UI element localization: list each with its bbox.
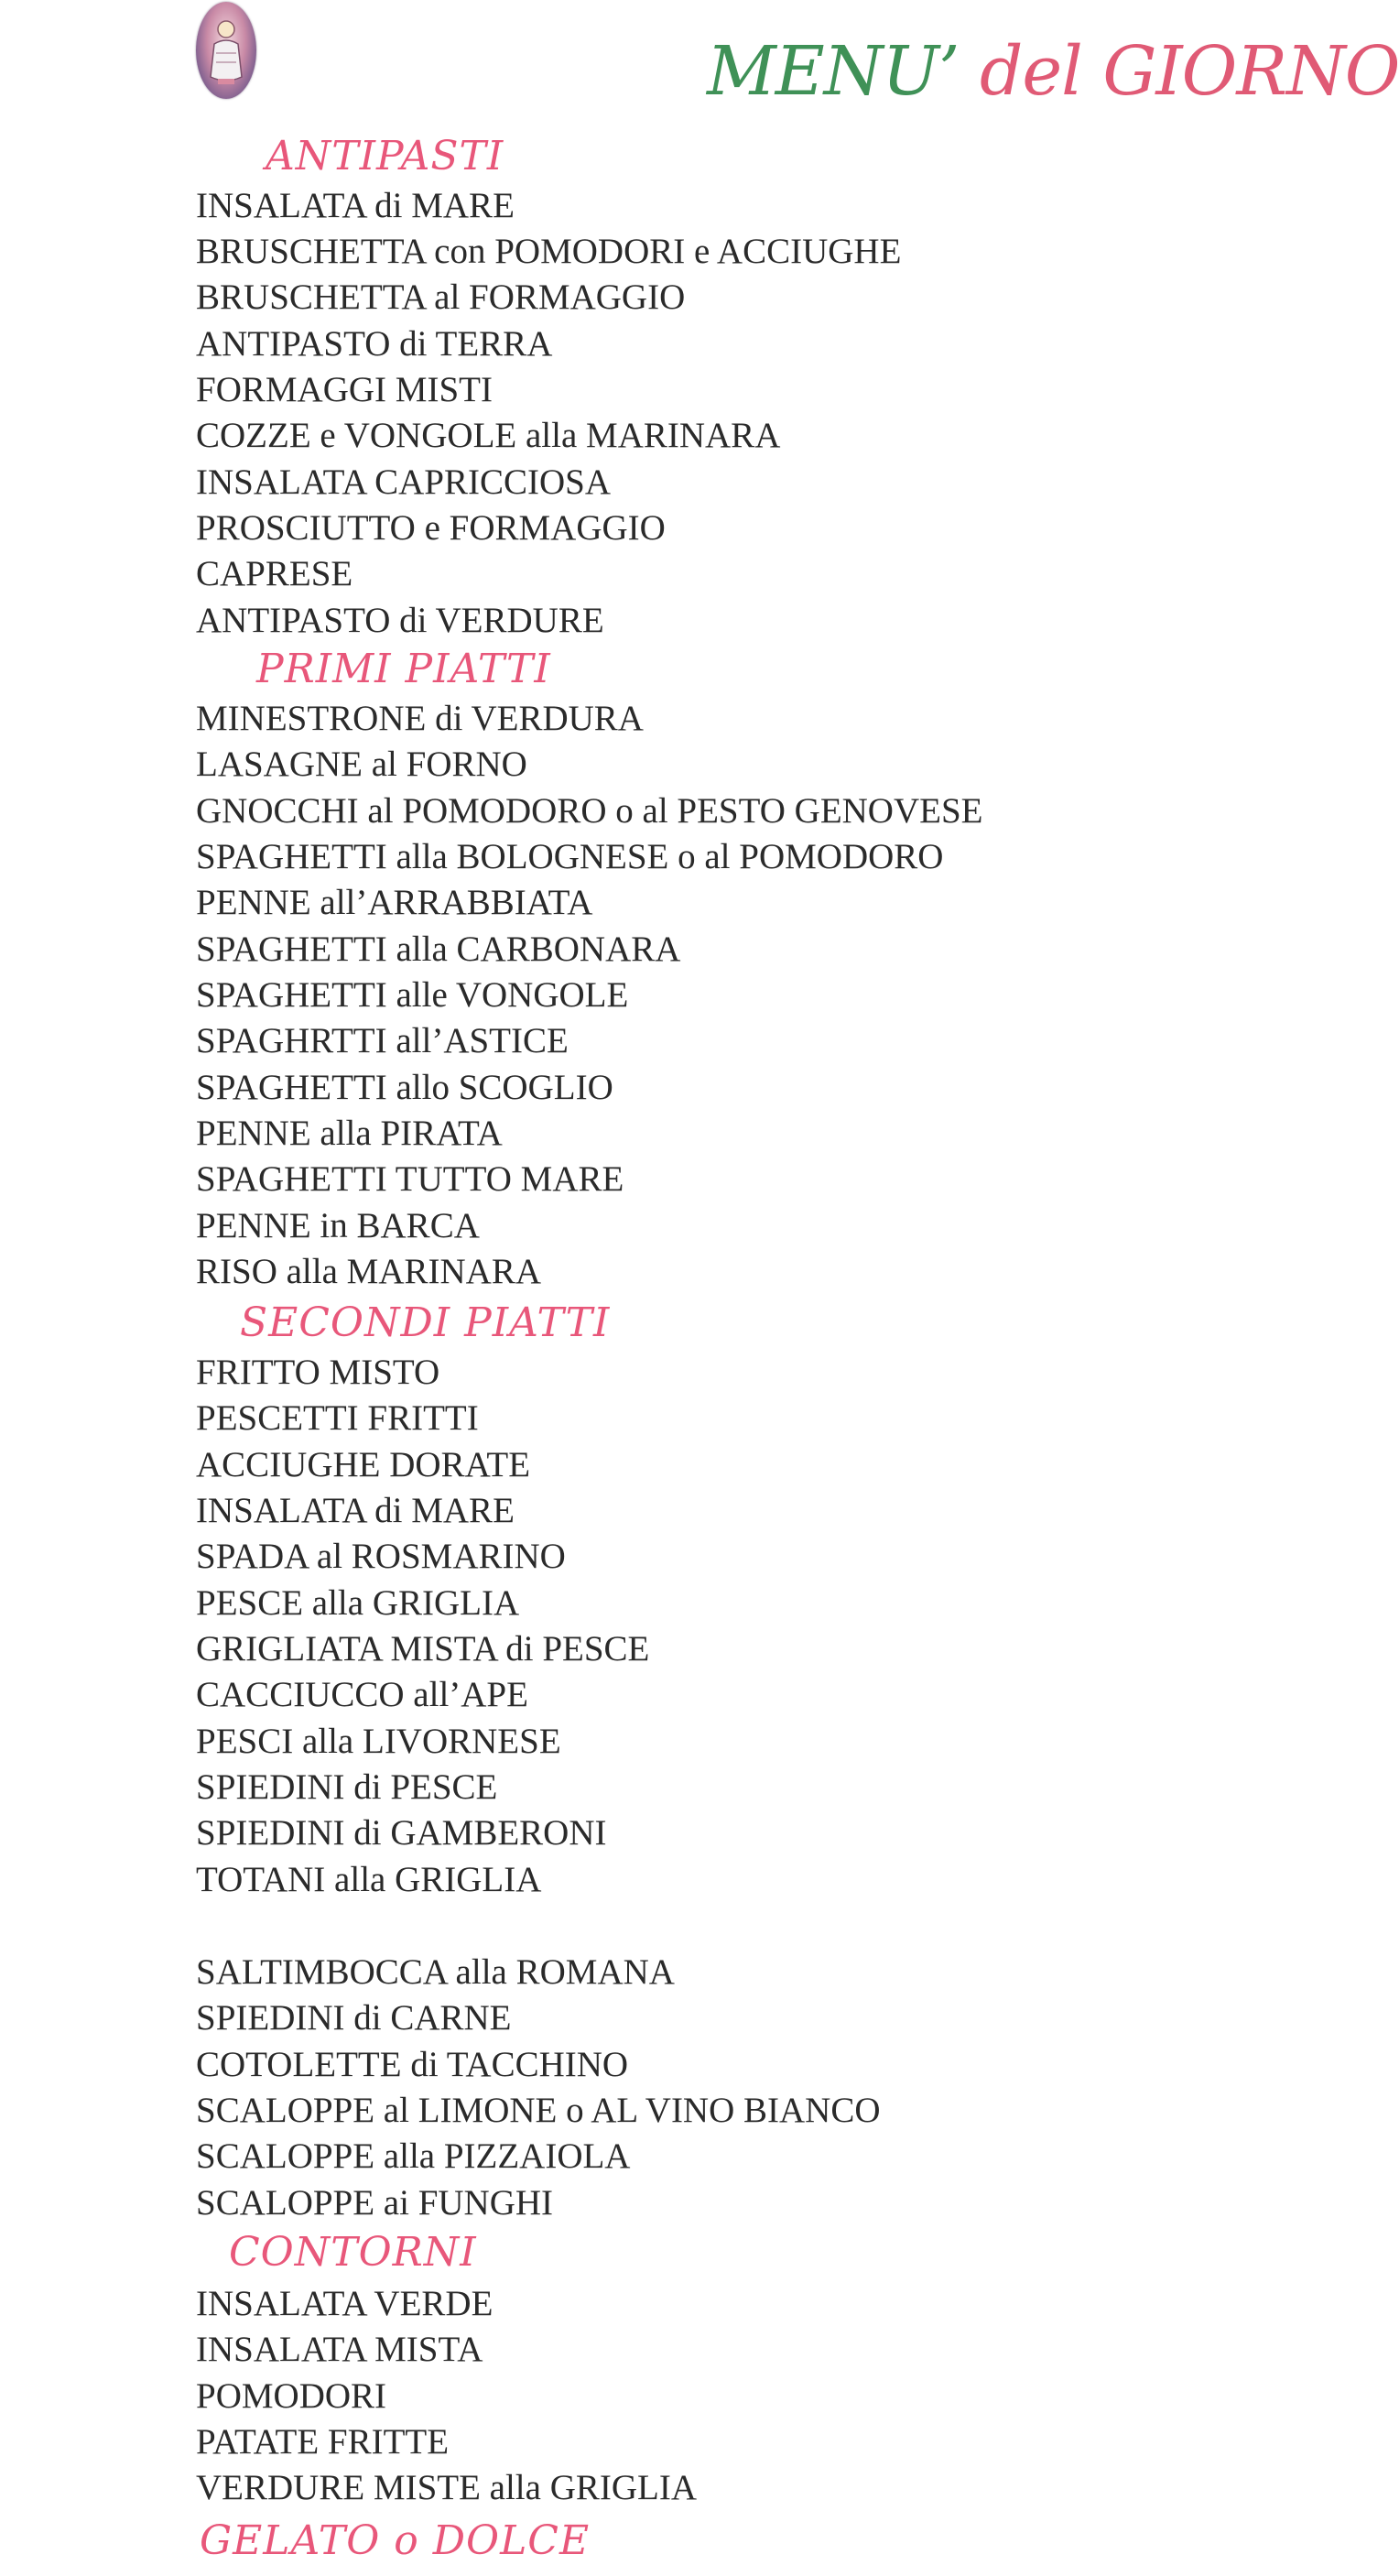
section-heading-dolce: GELATO o DOLCE bbox=[200, 2517, 591, 2564]
menu-item: RISO alla MARINARA bbox=[196, 1252, 541, 1291]
menu-item: FRITTO MISTO bbox=[196, 1353, 440, 1392]
menu-item: PENNE alla PIRATA bbox=[196, 1114, 503, 1153]
menu-item: SPAGHETTI alle VONGOLE bbox=[196, 975, 629, 1015]
restaurant-logo bbox=[196, 2, 256, 99]
menu-item: BRUSCHETTA con POMODORI e ACCIUGHE bbox=[196, 232, 902, 271]
section-heading-primi: PRIMI PIATTI bbox=[256, 646, 551, 692]
menu-item: VERDURE MISTE alla GRIGLIA bbox=[196, 2468, 698, 2507]
menu-title-part2: del GIORNO bbox=[959, 32, 1399, 111]
menu-item: TOTANI alla GRIGLIA bbox=[196, 1860, 542, 1899]
menu-item: PESCI alla LIVORNESE bbox=[196, 1722, 561, 1761]
section-heading-secondi: SECONDI PIATTI bbox=[240, 1299, 611, 1346]
menu-item: MINESTRONE di VERDURA bbox=[196, 699, 644, 738]
menu-item: SPIEDINI di CARNE bbox=[196, 1998, 512, 2038]
menu-item: PATATE FRITTE bbox=[196, 2422, 450, 2462]
menu-item: PENNE in BARCA bbox=[196, 1206, 480, 1245]
menu-item: GRIGLIATA MISTA di PESCE bbox=[196, 1629, 650, 1668]
menu-item: INSALATA di MARE bbox=[196, 1491, 515, 1530]
section-heading-antipasti: ANTIPASTI bbox=[266, 133, 504, 179]
menu-item: SPAGHETTI alla CARBONARA bbox=[196, 929, 681, 969]
menu-item: CAPRESE bbox=[196, 554, 353, 593]
menu-item: COZZE e VONGOLE alla MARINARA bbox=[196, 416, 781, 455]
menu-item: SPAGHETTI TUTTO MARE bbox=[196, 1159, 624, 1199]
menu-item: FORMAGGI MISTI bbox=[196, 370, 493, 409]
menu-item: GNOCCHI al POMODORO o al PESTO GENOVESE bbox=[196, 791, 983, 831]
menu-item: SCALOPPE al LIMONE o AL VINO BIANCO bbox=[196, 2091, 881, 2130]
section-heading-contorni: CONTORNI bbox=[229, 2229, 477, 2276]
menu-title-part1: MENU’ bbox=[707, 32, 960, 111]
menu-item: ANTIPASTO di TERRA bbox=[196, 324, 553, 364]
menu-item: SPAGHETTI alla BOLOGNESE o al POMODORO bbox=[196, 837, 944, 876]
menu-item: SALTIMBOCCA alla ROMANA bbox=[196, 1952, 675, 1992]
menu-item: SPAGHETTI allo SCOGLIO bbox=[196, 1068, 613, 1107]
menu-item: SPAGHRTTI all’ASTICE bbox=[196, 1021, 569, 1060]
menu-item: PROSCIUTTO e FORMAGGIO bbox=[196, 508, 666, 548]
menu-item: POMODORI bbox=[196, 2376, 387, 2416]
menu-item: INSALATA VERDE bbox=[196, 2284, 493, 2323]
menu-item: LASAGNE al FORNO bbox=[196, 745, 527, 784]
menu-item: CACCIUCCO all’APE bbox=[196, 1675, 528, 1714]
menu-item: ANTIPASTO di VERDURE bbox=[196, 601, 604, 640]
menu-item: SCALOPPE ai FUNGHI bbox=[196, 2183, 554, 2223]
menu-item: INSALATA MISTA bbox=[196, 2330, 483, 2369]
menu-item: SPIEDINI di GAMBERONI bbox=[196, 1813, 607, 1853]
logo-figure-icon bbox=[196, 2, 256, 99]
menu-item: BRUSCHETTA al FORMAGGIO bbox=[196, 277, 686, 317]
menu-title bbox=[707, 33, 1399, 110]
menu-item: COTOLETTE di TACCHINO bbox=[196, 2045, 629, 2084]
menu-item: SPIEDINI di PESCE bbox=[196, 1767, 498, 1807]
menu-item: ACCIUGHE DORATE bbox=[196, 1445, 531, 1484]
menu-item: INSALATA di MARE bbox=[196, 186, 515, 225]
menu-item: PENNE all’ARRABBIATA bbox=[196, 883, 593, 922]
menu-item: SPADA al ROSMARINO bbox=[196, 1537, 566, 1576]
menu-item: PESCE alla GRIGLIA bbox=[196, 1583, 520, 1623]
menu-item: INSALATA CAPRICCIOSA bbox=[196, 462, 612, 502]
menu-item: SCALOPPE alla PIZZAIOLA bbox=[196, 2136, 631, 2176]
menu-item: PESCETTI FRITTI bbox=[196, 1398, 479, 1438]
